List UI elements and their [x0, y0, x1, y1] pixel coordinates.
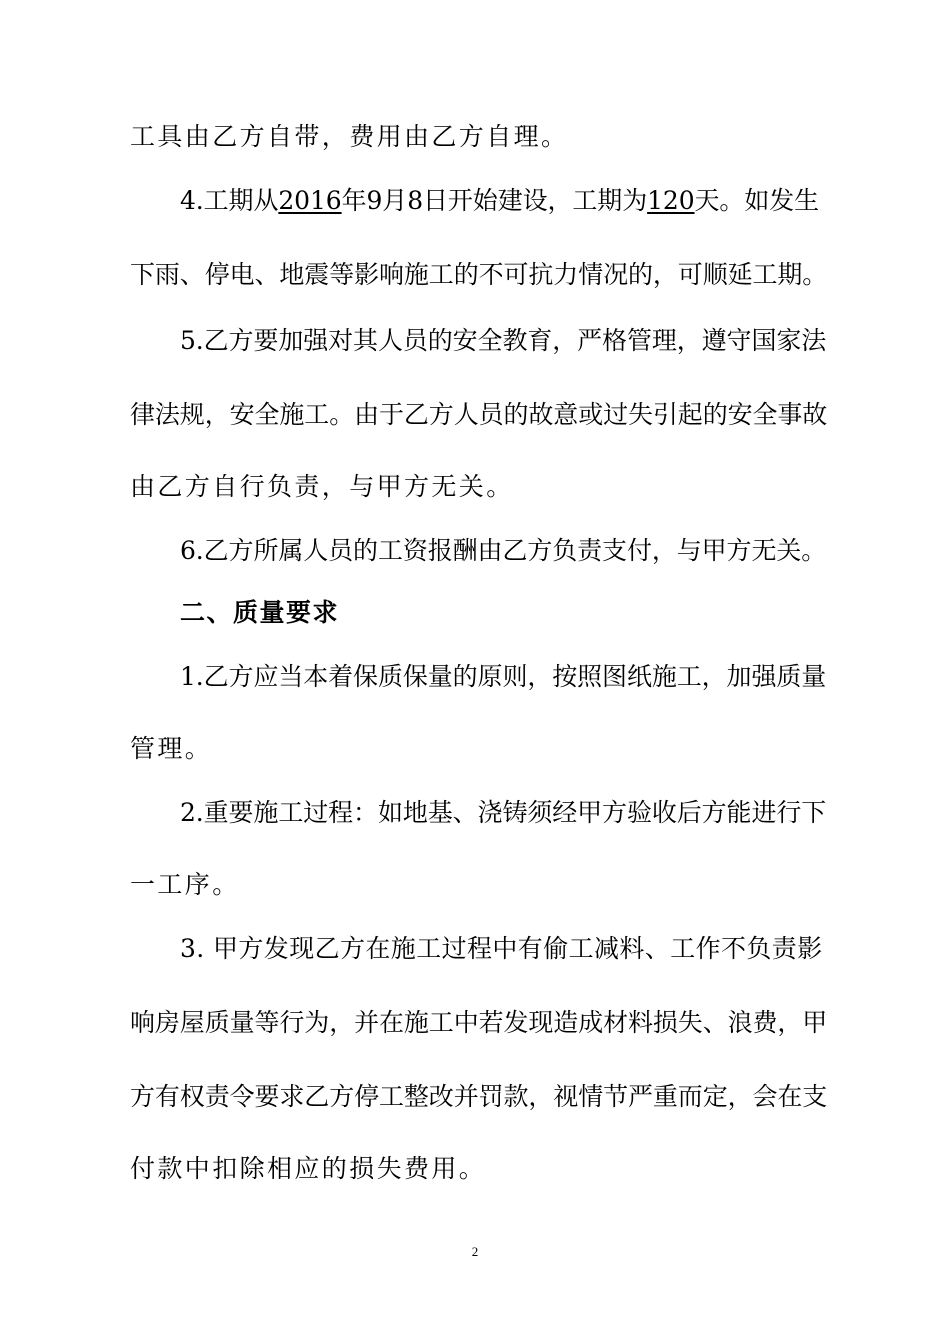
- paragraph-line: 2.重要施工过程：如地基、浇铸须经甲方验收后方能进行下: [180, 798, 827, 827]
- paragraph-line: 3. 甲方发现乙方在施工过程中有偷工减料、工作不负责影: [180, 934, 823, 963]
- paragraph-line: 方有权责令要求乙方停工整改并罚款，视情节严重而定，会在支: [130, 1082, 828, 1111]
- paragraph-line: 6.乙方所属人员的工资报酬由乙方负责支付，与甲方无关。: [180, 536, 827, 565]
- paragraph-line: 付款中扣除相应的损失费用。: [130, 1154, 487, 1183]
- paragraph-line: [180, 184, 830, 218]
- paragraph-line: 一工序。: [130, 870, 240, 899]
- duration-days: 120: [647, 186, 695, 215]
- paragraph-line: 响房屋质量等行为，并在施工中若发现造成材料损失、浪费，甲: [130, 1008, 828, 1037]
- paragraph-line: 1.乙方应当本着保质保量的原则，按照图纸施工，加强质量: [180, 662, 827, 691]
- paragraph-line: 5.乙方要加强对其人员的安全教育，严格管理，遵守国家法: [180, 326, 827, 355]
- paragraph-line: 律法规，安全施工。由于乙方人员的故意或过失引起的安全事故: [130, 400, 828, 429]
- text-segment: 年9月8日开始建设，工期为: [341, 186, 648, 215]
- text-segment: 天。如发生: [694, 186, 820, 215]
- section-heading: 二、质量要求: [180, 598, 340, 627]
- paragraph-line: 管理。: [130, 734, 213, 763]
- paragraph-line: 工具由乙方自带，费用由乙方自理。: [130, 122, 569, 151]
- paragraph-line: 由乙方自行负责，与甲方无关。: [130, 472, 514, 501]
- page-number: 2: [471, 1244, 479, 1259]
- text-segment: 4.工期从: [180, 186, 279, 215]
- start-year: 2016: [278, 186, 342, 215]
- paragraph-line: 下雨、停电、地震等影响施工的不可抗力情况的，可顺延工期。: [130, 260, 828, 289]
